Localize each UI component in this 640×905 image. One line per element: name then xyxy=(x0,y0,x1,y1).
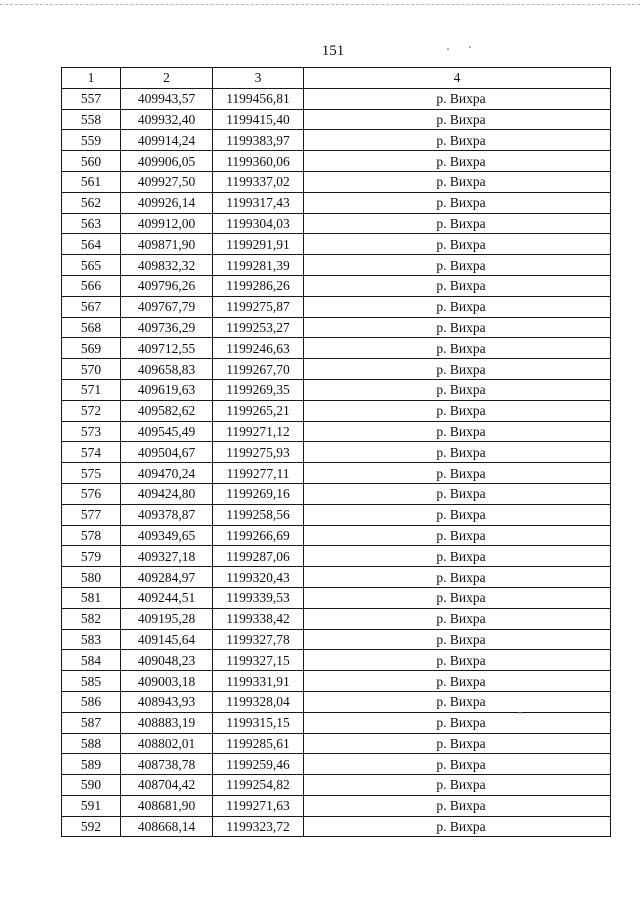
description-cell: р. Вихра xyxy=(304,88,611,109)
x-coordinate-cell: 409582,62 xyxy=(121,400,213,421)
description-cell: р. Вихра xyxy=(304,421,611,442)
description-cell: р. Вихра xyxy=(304,317,611,338)
description-cell: р. Вихра xyxy=(304,504,611,525)
point-number-cell: 566 xyxy=(62,275,121,296)
description-cell: р. Вихра xyxy=(304,795,611,816)
y-coordinate-cell: 1199338,42 xyxy=(213,608,304,629)
y-coordinate-cell: 1199259,46 xyxy=(213,754,304,775)
x-coordinate-cell: 409424,80 xyxy=(121,483,213,504)
scan-top-edge xyxy=(0,4,640,5)
y-coordinate-cell: 1199285,61 xyxy=(213,733,304,754)
point-number-cell: 590 xyxy=(62,775,121,796)
column-header-2: 2 xyxy=(121,68,213,89)
description-cell: р. Вихра xyxy=(304,608,611,629)
description-cell: р. Вихра xyxy=(304,213,611,234)
table-row xyxy=(62,691,611,712)
y-coordinate-cell: 1199328,04 xyxy=(213,691,304,712)
point-number-cell: 560 xyxy=(62,151,121,172)
point-number-cell: 567 xyxy=(62,296,121,317)
y-coordinate-cell: 1199323,72 xyxy=(213,816,304,837)
point-number-cell: 570 xyxy=(62,359,121,380)
description-cell: р. Вихра xyxy=(304,379,611,400)
table-row xyxy=(62,317,611,338)
x-coordinate-cell: 408738,78 xyxy=(121,754,213,775)
description-cell: р. Вихра xyxy=(304,650,611,671)
scan-speck xyxy=(447,48,449,50)
scan-speck xyxy=(469,46,471,48)
x-coordinate-cell: 409943,57 xyxy=(121,88,213,109)
x-coordinate-cell: 409932,40 xyxy=(121,109,213,130)
description-cell: р. Вихра xyxy=(304,733,611,754)
point-number-cell: 587 xyxy=(62,712,121,733)
y-coordinate-cell: 1199337,02 xyxy=(213,171,304,192)
table-row xyxy=(62,296,611,317)
description-cell: р. Вихра xyxy=(304,109,611,130)
point-number-cell: 591 xyxy=(62,795,121,816)
y-coordinate-cell: 1199275,87 xyxy=(213,296,304,317)
y-coordinate-cell: 1199246,63 xyxy=(213,338,304,359)
point-number-cell: 592 xyxy=(62,816,121,837)
point-number-cell: 576 xyxy=(62,483,121,504)
x-coordinate-cell: 409470,24 xyxy=(121,463,213,484)
x-coordinate-cell: 408943,93 xyxy=(121,691,213,712)
table-header-row xyxy=(62,68,611,89)
x-coordinate-cell: 409926,14 xyxy=(121,192,213,213)
point-number-cell: 586 xyxy=(62,691,121,712)
y-coordinate-cell: 1199360,06 xyxy=(213,151,304,172)
table-row xyxy=(62,379,611,400)
description-cell: р. Вихра xyxy=(304,587,611,608)
x-coordinate-cell: 409736,29 xyxy=(121,317,213,338)
x-coordinate-cell: 409504,67 xyxy=(121,442,213,463)
x-coordinate-cell: 409658,83 xyxy=(121,359,213,380)
y-coordinate-cell: 1199331,91 xyxy=(213,671,304,692)
table-row xyxy=(62,629,611,650)
table-row xyxy=(62,650,611,671)
description-cell: р. Вихра xyxy=(304,359,611,380)
table-row xyxy=(62,130,611,151)
x-coordinate-cell: 409767,79 xyxy=(121,296,213,317)
point-number-cell: 561 xyxy=(62,171,121,192)
table-row xyxy=(62,192,611,213)
column-header-4: 4 xyxy=(304,68,611,89)
y-coordinate-cell: 1199269,16 xyxy=(213,483,304,504)
table-row xyxy=(62,421,611,442)
description-cell: р. Вихра xyxy=(304,671,611,692)
x-coordinate-cell: 409712,55 xyxy=(121,338,213,359)
description-cell: р. Вихра xyxy=(304,338,611,359)
point-number-cell: 585 xyxy=(62,671,121,692)
x-coordinate-cell: 409832,32 xyxy=(121,255,213,276)
description-cell: р. Вихра xyxy=(304,192,611,213)
x-coordinate-cell: 409927,50 xyxy=(121,171,213,192)
point-number-cell: 575 xyxy=(62,463,121,484)
table-row xyxy=(62,338,611,359)
description-cell: р. Вихра xyxy=(304,567,611,588)
point-number-cell: 589 xyxy=(62,754,121,775)
description-cell: р. Вихра xyxy=(304,816,611,837)
y-coordinate-cell: 1199327,15 xyxy=(213,650,304,671)
table-row xyxy=(62,88,611,109)
x-coordinate-cell: 408681,90 xyxy=(121,795,213,816)
point-number-cell: 578 xyxy=(62,525,121,546)
x-coordinate-cell: 409284,97 xyxy=(121,567,213,588)
table-row xyxy=(62,400,611,421)
table-row xyxy=(62,255,611,276)
point-number-cell: 562 xyxy=(62,192,121,213)
x-coordinate-cell: 409195,28 xyxy=(121,608,213,629)
x-coordinate-cell: 409906,05 xyxy=(121,151,213,172)
x-coordinate-cell: 409912,00 xyxy=(121,213,213,234)
y-coordinate-cell: 1199315,15 xyxy=(213,712,304,733)
point-number-cell: 571 xyxy=(62,379,121,400)
point-number-cell: 584 xyxy=(62,650,121,671)
table-row xyxy=(62,608,611,629)
table-row xyxy=(62,816,611,837)
table-row xyxy=(62,525,611,546)
point-number-cell: 582 xyxy=(62,608,121,629)
description-cell: р. Вихра xyxy=(304,525,611,546)
scan-speck xyxy=(519,712,521,714)
x-coordinate-cell: 409619,63 xyxy=(121,379,213,400)
y-coordinate-cell: 1199269,35 xyxy=(213,379,304,400)
x-coordinate-cell: 409796,26 xyxy=(121,275,213,296)
x-coordinate-cell: 409871,90 xyxy=(121,234,213,255)
table-row xyxy=(62,151,611,172)
table-row xyxy=(62,213,611,234)
description-cell: р. Вихра xyxy=(304,546,611,567)
table-row xyxy=(62,234,611,255)
y-coordinate-cell: 1199277,11 xyxy=(213,463,304,484)
point-number-cell: 563 xyxy=(62,213,121,234)
table-row xyxy=(62,463,611,484)
description-cell: р. Вихра xyxy=(304,463,611,484)
description-cell: р. Вихра xyxy=(304,775,611,796)
y-coordinate-cell: 1199456,81 xyxy=(213,88,304,109)
y-coordinate-cell: 1199320,43 xyxy=(213,567,304,588)
x-coordinate-cell: 408668,14 xyxy=(121,816,213,837)
point-number-cell: 559 xyxy=(62,130,121,151)
description-cell: р. Вихра xyxy=(304,234,611,255)
x-coordinate-cell: 409914,24 xyxy=(121,130,213,151)
table-row xyxy=(62,795,611,816)
y-coordinate-cell: 1199254,82 xyxy=(213,775,304,796)
point-number-cell: 583 xyxy=(62,629,121,650)
point-number-cell: 565 xyxy=(62,255,121,276)
table-row xyxy=(62,442,611,463)
table-row xyxy=(62,109,611,130)
description-cell: р. Вихра xyxy=(304,400,611,421)
y-coordinate-cell: 1199266,69 xyxy=(213,525,304,546)
point-number-cell: 577 xyxy=(62,504,121,525)
x-coordinate-cell: 409048,23 xyxy=(121,650,213,671)
description-cell: р. Вихра xyxy=(304,691,611,712)
y-coordinate-cell: 1199271,63 xyxy=(213,795,304,816)
y-coordinate-cell: 1199275,93 xyxy=(213,442,304,463)
page-number: 151 xyxy=(321,43,345,59)
y-coordinate-cell: 1199304,03 xyxy=(213,213,304,234)
point-number-cell: 558 xyxy=(62,109,121,130)
description-cell: р. Вихра xyxy=(304,754,611,775)
description-cell: р. Вихра xyxy=(304,151,611,172)
description-cell: р. Вихра xyxy=(304,275,611,296)
x-coordinate-cell: 408802,01 xyxy=(121,733,213,754)
y-coordinate-cell: 1199258,56 xyxy=(213,504,304,525)
point-number-cell: 574 xyxy=(62,442,121,463)
table-row xyxy=(62,275,611,296)
y-coordinate-cell: 1199327,78 xyxy=(213,629,304,650)
point-number-cell: 580 xyxy=(62,567,121,588)
description-cell: р. Вихра xyxy=(304,255,611,276)
table-row xyxy=(62,359,611,380)
description-cell: р. Вихра xyxy=(304,296,611,317)
table-row xyxy=(62,754,611,775)
description-cell: р. Вихра xyxy=(304,483,611,504)
y-coordinate-cell: 1199253,27 xyxy=(213,317,304,338)
table-body xyxy=(62,88,611,837)
table-row xyxy=(62,587,611,608)
x-coordinate-cell: 409327,18 xyxy=(121,546,213,567)
point-number-cell: 581 xyxy=(62,587,121,608)
y-coordinate-cell: 1199287,06 xyxy=(213,546,304,567)
point-number-cell: 557 xyxy=(62,88,121,109)
coordinates-table xyxy=(61,67,611,837)
column-header-1: 1 xyxy=(62,68,121,89)
table-row xyxy=(62,483,611,504)
x-coordinate-cell: 409003,18 xyxy=(121,671,213,692)
y-coordinate-cell: 1199415,40 xyxy=(213,109,304,130)
x-coordinate-cell: 408704,42 xyxy=(121,775,213,796)
table-row xyxy=(62,733,611,754)
y-coordinate-cell: 1199291,91 xyxy=(213,234,304,255)
table-row xyxy=(62,171,611,192)
column-header-3: 3 xyxy=(213,68,304,89)
x-coordinate-cell: 409145,64 xyxy=(121,629,213,650)
table-row xyxy=(62,567,611,588)
point-number-cell: 573 xyxy=(62,421,121,442)
table-row xyxy=(62,712,611,733)
description-cell: р. Вихра xyxy=(304,629,611,650)
x-coordinate-cell: 409349,65 xyxy=(121,525,213,546)
table-row xyxy=(62,671,611,692)
y-coordinate-cell: 1199383,97 xyxy=(213,130,304,151)
description-cell: р. Вихра xyxy=(304,712,611,733)
x-coordinate-cell: 409545,49 xyxy=(121,421,213,442)
y-coordinate-cell: 1199317,43 xyxy=(213,192,304,213)
x-coordinate-cell: 408883,19 xyxy=(121,712,213,733)
x-coordinate-cell: 409244,51 xyxy=(121,587,213,608)
point-number-cell: 569 xyxy=(62,338,121,359)
table-row xyxy=(62,504,611,525)
point-number-cell: 568 xyxy=(62,317,121,338)
y-coordinate-cell: 1199271,12 xyxy=(213,421,304,442)
description-cell: р. Вихра xyxy=(304,130,611,151)
y-coordinate-cell: 1199265,21 xyxy=(213,400,304,421)
description-cell: р. Вихра xyxy=(304,171,611,192)
y-coordinate-cell: 1199286,26 xyxy=(213,275,304,296)
point-number-cell: 572 xyxy=(62,400,121,421)
table-row xyxy=(62,546,611,567)
description-cell: р. Вихра xyxy=(304,442,611,463)
table-row xyxy=(62,775,611,796)
point-number-cell: 588 xyxy=(62,733,121,754)
y-coordinate-cell: 1199281,39 xyxy=(213,255,304,276)
point-number-cell: 579 xyxy=(62,546,121,567)
y-coordinate-cell: 1199339,53 xyxy=(213,587,304,608)
x-coordinate-cell: 409378,87 xyxy=(121,504,213,525)
y-coordinate-cell: 1199267,70 xyxy=(213,359,304,380)
point-number-cell: 564 xyxy=(62,234,121,255)
